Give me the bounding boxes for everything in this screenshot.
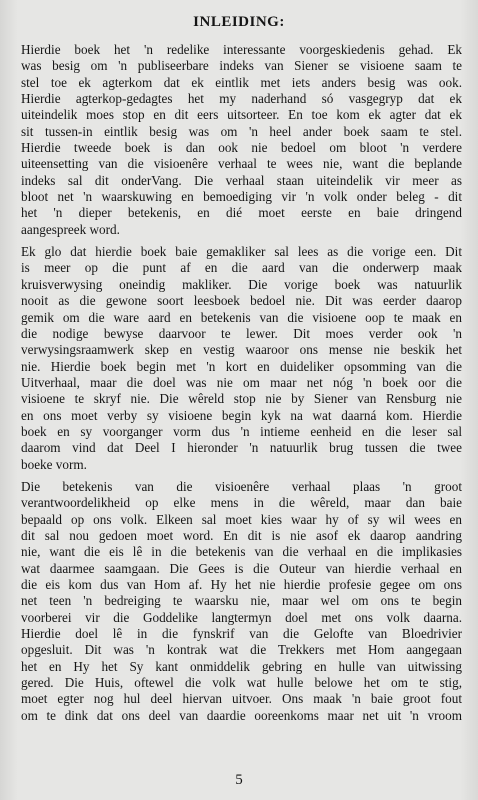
text-line: die nodige bewyse daarvoor te lewer. Dit moes verder ook 'n — [21, 325, 462, 341]
text-line: voorberei vir die Goddelike langtermyn doel met ons volk daarna. — [21, 609, 462, 625]
text-line: en ons moet verby sy visioene begin kyk na wat daarná kom. Hierdie — [21, 407, 462, 423]
body-text — [21, 42, 462, 730]
text-line: aangespreek word. — [21, 221, 120, 237]
text-line: het en Hy het Sy kant onmiddelik gebring en hulle van uitwissing — [21, 658, 462, 674]
text-line: wat daarmee saamgaan. Die Gees is die Outeur van hierdie verhaal en — [21, 560, 462, 576]
text-line: Hierdie doel lê in die fynskrif van die Gelofte van Bloedrivier — [21, 626, 462, 642]
text-line: Hierdie agterkop-gedagtes het my naderhand só vasgegryp dat ek — [21, 91, 462, 107]
text-line: gemik om die ware aard en betekenis van die visioene oop te maak en — [21, 309, 462, 325]
text-line: boek en sy voorganger vorm dus 'n intieme eenheid en die leser sal — [21, 423, 462, 439]
text-line: daarom vind dat Deel I hieronder 'n natuurlik brug tussen die twee — [21, 440, 462, 456]
text-line: Hierdie tweede boek is dan ook nie bedoel om bloot 'n verdere — [21, 140, 462, 156]
text-line: nooit as die gewone soort leesboek bedoel nie. Dit was eerder daarop — [21, 293, 462, 309]
text-line: verantwoordelikheid op elke mens in die wêreld, maar dan baie — [21, 495, 462, 511]
paragraph-3 — [21, 479, 462, 724]
text-line: Hierdie boek het 'n redelike interessante voorgeskiedenis gehad. Ek — [21, 42, 462, 57]
text-line: verwysingsraamwerk skep en vestig waaroor ons mense nie beskik het — [21, 342, 462, 358]
text-line: Uitverhaal, maar die doel was nie om maar net nóg 'n boek oor die — [21, 374, 462, 390]
page-number: 5 — [235, 772, 243, 788]
text-line: het 'n dieper betekenis, en dié moet eerste en baie dringend — [21, 205, 462, 221]
text-line: nie, want die eis lê in die betekenis van die verhaal en die implikasies — [21, 544, 462, 560]
text-line: uiteindelik moes stop en dit eers uitsorteer. En toe kom ek agter dat ek — [21, 107, 462, 123]
text-line: bepaald op ons volk. Elkeen sal moet kies waar hy of sy wil wees en — [21, 511, 462, 527]
text-line: stel toe ek agterkom dat ek eintlik met iets anders besig was ook. — [21, 74, 462, 90]
text-line: uiteensetting van die visioenêre verhaal te wees nie, want die beplande — [21, 156, 462, 172]
text-line: moet egter nog hul deel hiervan uitvoer. Ons maak 'n baie groot fout — [21, 691, 462, 707]
text-line: is meer op die punt af en die aard van die onderwerp maak — [21, 260, 462, 276]
text-line: boeke vorm. — [21, 456, 87, 472]
paragraph-1 — [21, 42, 462, 238]
text-line: opgesluit. Dit was 'n kontrak wat die Trekkers met Hom aangegaan — [21, 642, 462, 658]
page-heading: INLEIDING: — [193, 14, 285, 30]
text-line: indeks sal dit onderVang. Die verhaal staan uiteindelik vir meer as — [21, 172, 462, 188]
text-line: net teen 'n bedreiging te waarsku nie, maar wel om ons te begin — [21, 593, 462, 609]
text-line: Ek glo dat hierdie boek baie gemakliker sal lees as die vorige een. Dit — [21, 244, 462, 260]
text-line: kruisverwysing oneindig makliker. Die vorige boek was natuurlik — [21, 276, 462, 292]
text-line: Die betekenis van die visioenêre verhaal plaas 'n groot — [21, 478, 462, 494]
text-line: om te dink dat ons deel van daardie ooreenkoms maar net uit 'n vroom — [21, 707, 462, 723]
text-line: dit sal nou gedoen moet word. En dit is nie asof ek daarop aandring — [21, 527, 462, 543]
text-line: die eis kom dus van Hom af. Hy het nie hierdie profesie gegee om ons — [21, 577, 462, 592]
paragraph-2 — [21, 244, 462, 473]
text-line: bloot net 'n waarskuwing en bemoediging vir 'n volk onder beleg - dit — [21, 189, 462, 205]
text-line: was besig om 'n publiseerbare indeks van Siener se visioene saam te — [21, 58, 462, 74]
text-line: nie. Hierdie boek begin met 'n kort en duideliker opsomming van die — [21, 358, 462, 374]
text-line: gered. Die Huis, oftewel die volk wat hulle belowe het om te stig, — [21, 675, 462, 691]
text-line: visioene te skryf nie. Die wêreld stop nie by Siener van Rensburg nie — [21, 391, 462, 407]
text-line: sit tussen-in eintlik besig was om 'n heel ander boek saam te stel. — [21, 123, 462, 139]
